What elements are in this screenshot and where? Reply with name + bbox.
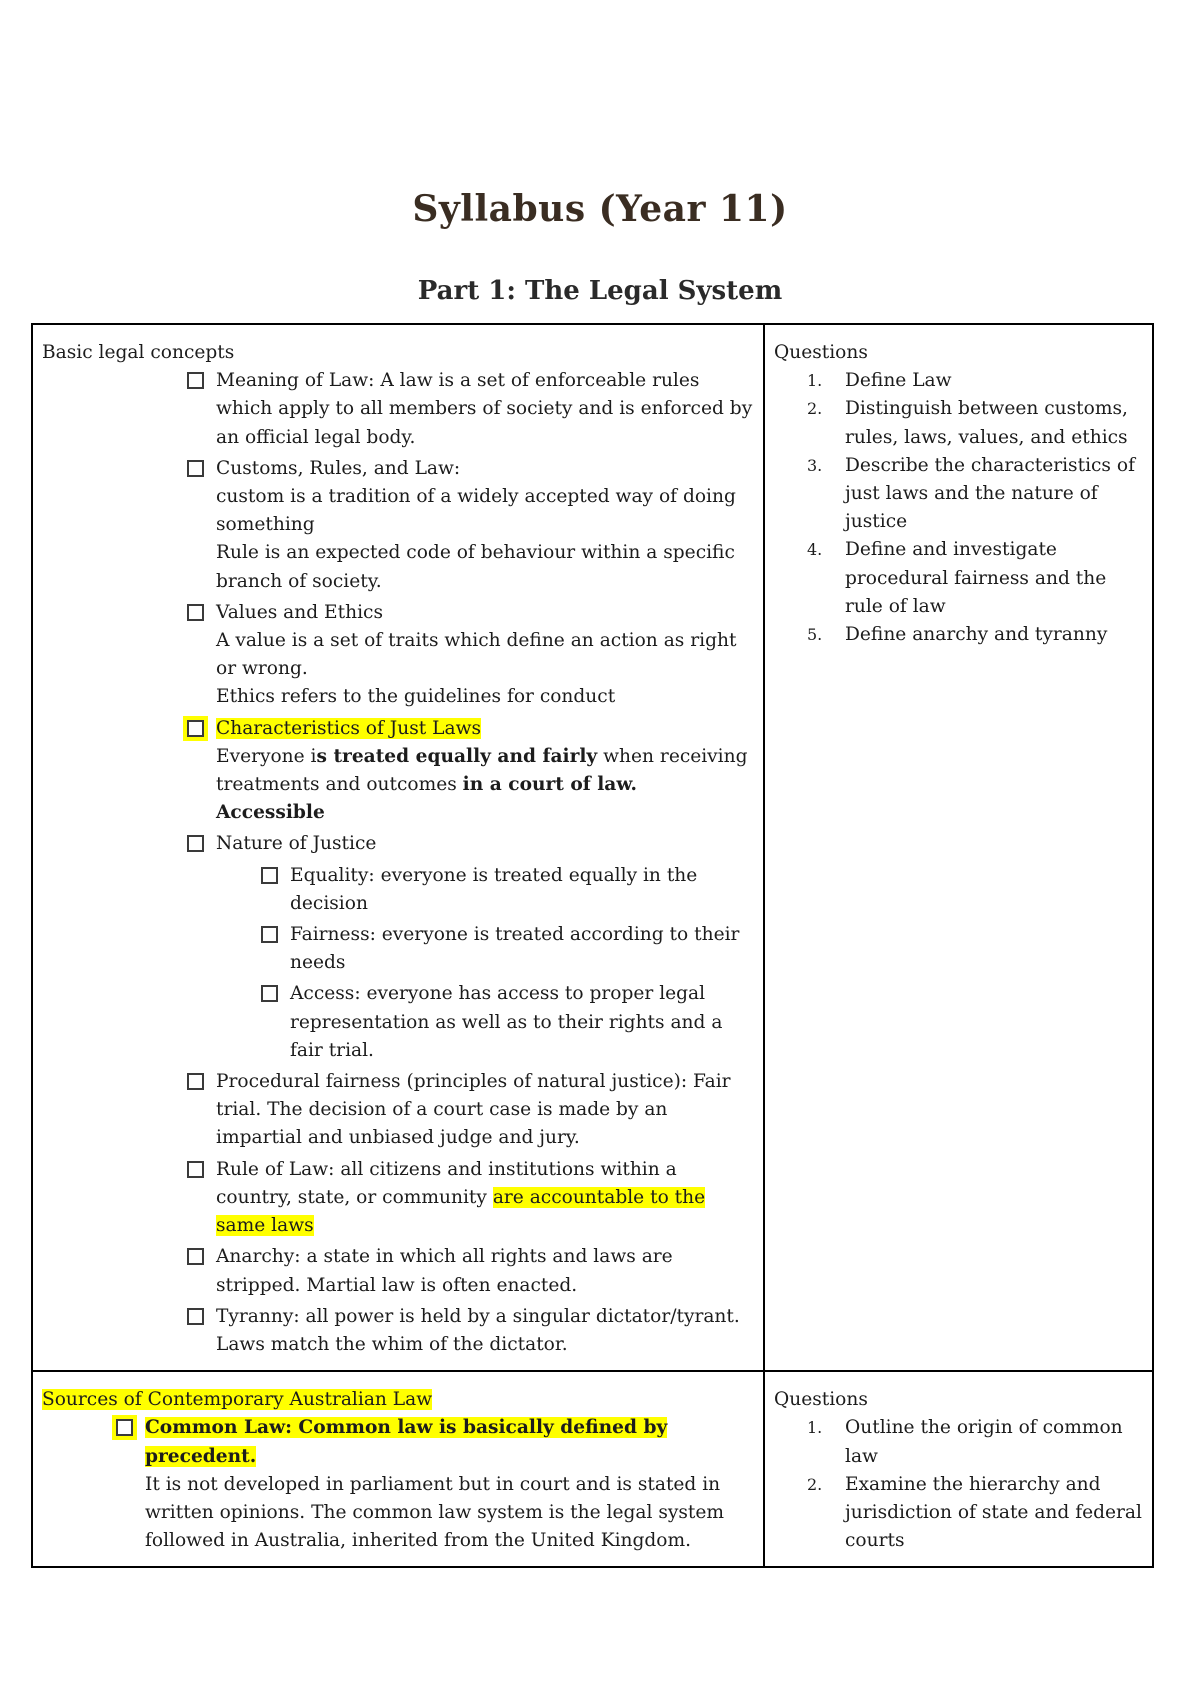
- checklist-item-just-laws: [42, 715, 753, 828]
- question-text: Define and investigate procedural fairness and the rule of law: [845, 539, 1107, 617]
- syllabus-table: [31, 323, 1154, 1568]
- item-text: Meaning of Law: A law is a set of enforceable rules which apply to all members of society and is enforced by an official legal body.: [216, 370, 753, 448]
- checkbox-icon: [187, 460, 204, 477]
- questions-cell-1: [764, 324, 1153, 1371]
- item-text: Rule is an expected code of behaviour within a specific branch of society.: [216, 542, 735, 592]
- checklist-subitem-equality: [42, 862, 753, 918]
- basic-concepts-cell: [32, 324, 764, 1371]
- question-number: 5.: [807, 625, 823, 645]
- item-title: Values and Ethics: [216, 601, 383, 623]
- section-heading-basic-concepts: Basic legal concepts: [42, 342, 235, 363]
- item-text: Everyone is treated equally and fairly when receiving treatments and outcomes in a court of law.: [216, 745, 748, 796]
- checklist-item-rule-of-law: [42, 1156, 753, 1241]
- item-text: Rule of Law: all citizens and institutions within a country, state, or community are accountable to the same laws: [216, 1158, 706, 1237]
- item-text: Anarchy: a state in which all rights and laws are stripped. Martial law is often enacted.: [216, 1246, 673, 1296]
- checklist-item-values: [42, 599, 753, 712]
- question-number: 1.: [807, 371, 823, 391]
- question-item: [774, 367, 1142, 395]
- item-title: Nature of Justice: [216, 833, 377, 855]
- item-text: It is not developed in parliament but in court and is stated in written opinions. The common law system is the legal system followed in Australia, inherited from the United Kingdom.: [145, 1473, 725, 1552]
- question-item: [774, 621, 1142, 649]
- item-text: Ethics refers to the guidelines for conduct: [216, 686, 616, 708]
- section-heading-sources: Sources of Contemporary Australian Law: [42, 1389, 433, 1411]
- question-number: 1.: [807, 1418, 823, 1438]
- checkbox-icon: [187, 1308, 204, 1325]
- sources-cell: [32, 1371, 764, 1567]
- question-text: Define Law: [845, 370, 952, 392]
- item-title: Common Law: Common law is basically defined by precedent.: [145, 1417, 668, 1467]
- table-row-sources: [32, 1371, 1153, 1567]
- checklist-subitem-access: [42, 980, 753, 1065]
- checkbox-icon: [187, 835, 204, 852]
- checklist-item-nature-of-justice: [42, 830, 753, 858]
- question-text: Define anarchy and tyranny: [845, 624, 1108, 646]
- questions-cell-2: [764, 1371, 1153, 1567]
- question-item: [774, 395, 1142, 451]
- checkbox-icon: [187, 372, 204, 389]
- item-text: Access: everyone has access to proper legal representation as well as to their rights and a fair trial.: [290, 983, 723, 1061]
- checkbox-icon: [116, 1419, 133, 1436]
- question-text: Examine the hierarchy and jurisdiction of state and federal courts: [845, 1473, 1142, 1552]
- question-number: 2.: [807, 1474, 823, 1494]
- checkbox-icon: [187, 1248, 204, 1265]
- checkbox-icon: [261, 867, 278, 884]
- checklist-item-anarchy: [42, 1243, 753, 1299]
- checklist-item-customs: [42, 455, 753, 596]
- question-text: Outline the origin of common law: [845, 1417, 1123, 1467]
- checkbox-icon: [261, 926, 278, 943]
- document-title: Syllabus (Year 11): [412, 188, 788, 230]
- item-text: A value is a set of traits which define an action as right or wrong.: [216, 630, 737, 680]
- item-text: Equality: everyone is treated equally in the decision: [290, 864, 698, 914]
- item-title: Characteristics of Just Laws: [216, 717, 482, 739]
- question-text: Describe the characteristics of just laws and the nature of justice: [845, 454, 1135, 533]
- question-number: 2.: [807, 399, 823, 419]
- checkbox-icon: [187, 1161, 204, 1178]
- checklist-item-meaning: [42, 367, 753, 452]
- question-item: [774, 1471, 1142, 1556]
- questions-list: [774, 367, 1142, 649]
- question-number: 4.: [807, 540, 823, 560]
- questions-heading: Questions: [774, 342, 868, 363]
- checklist-item-common-law: [42, 1414, 753, 1555]
- checkbox-icon: [261, 985, 278, 1002]
- checklist-subitem-fairness: [42, 921, 753, 977]
- item-text: Procedural fairness (principles of natural justice): Fair trial. The decision of a court case is made by an impartial and unbiased judge and jury.: [216, 1071, 731, 1149]
- question-number: 3.: [807, 455, 823, 475]
- checklist-item-procedural-fairness: [42, 1068, 753, 1153]
- questions-list: [774, 1414, 1142, 1555]
- question-item: [774, 452, 1142, 537]
- item-text: Tyranny: all power is held by a singular dictator/tyrant. Laws match the whim of the dictator.: [216, 1305, 740, 1355]
- checkbox-icon: [187, 604, 204, 621]
- checklist-item-tyranny: [42, 1303, 753, 1359]
- table-row-basic-concepts: [32, 324, 1153, 1371]
- question-item: [774, 1414, 1142, 1470]
- item-text: Fairness: everyone is treated according to their needs: [290, 924, 740, 974]
- questions-heading: Questions: [774, 1389, 868, 1411]
- part-heading: Part 1: The Legal System: [417, 276, 783, 306]
- checkbox-icon: [187, 720, 204, 737]
- question-text: Distinguish between customs, rules, laws, values, and ethics: [845, 398, 1128, 448]
- item-title: Customs, Rules, and Law:: [216, 457, 461, 479]
- item-text: custom is a tradition of a widely accepted way of doing something: [216, 486, 736, 536]
- item-text: Accessible: [216, 802, 325, 824]
- question-item: [774, 536, 1142, 621]
- checkbox-icon: [187, 1073, 204, 1090]
